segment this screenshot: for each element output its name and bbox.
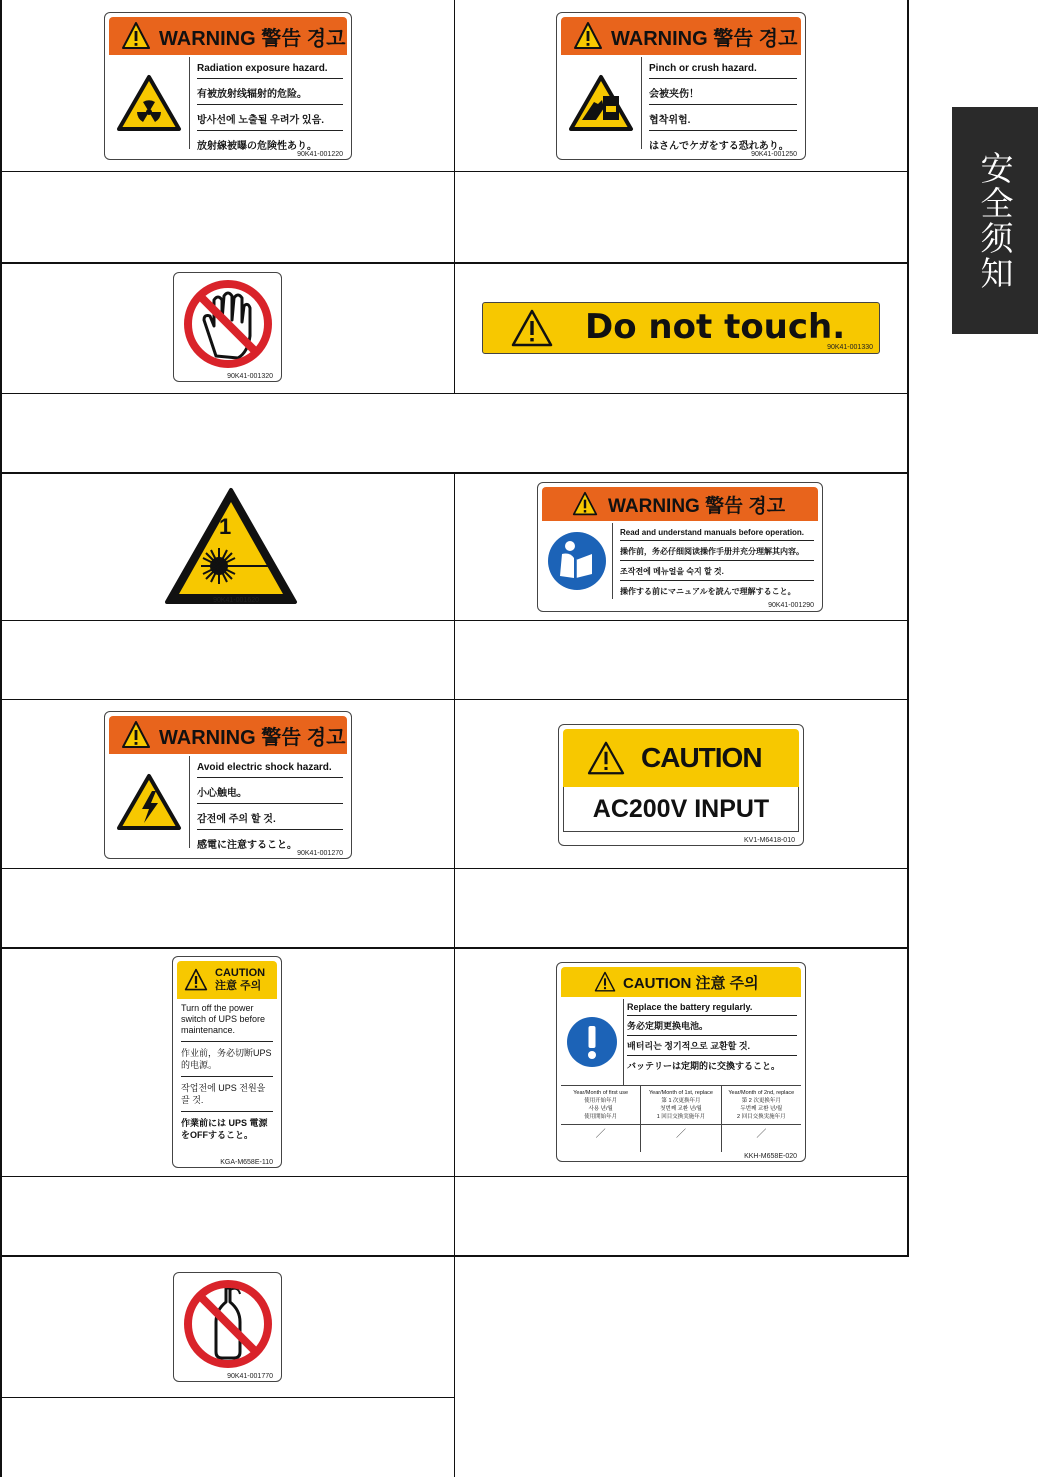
label-code: KV1-M6418-010 xyxy=(744,837,795,844)
label-message: 방사선에 노출될 우려가 있음. xyxy=(197,105,343,131)
no-touch-label xyxy=(173,272,282,382)
label-message: 操作前，务必仔细阅读操作手册并充分理解其内容。 xyxy=(620,541,814,561)
shock-pictogram xyxy=(109,756,190,848)
label-header: WARNING 警告 경고 xyxy=(159,27,346,50)
radiation-icon xyxy=(116,74,182,132)
label-message: 作业前，务必切断UPS的电源。 xyxy=(181,1042,273,1077)
label-message: Pinch or crush hazard. xyxy=(649,57,797,79)
label-message: Replace the battery regularly. xyxy=(627,999,797,1016)
label-message: Turn off the power switch of UPS before maintenance. xyxy=(181,1003,273,1042)
do-not-touch-banner xyxy=(482,302,880,354)
label-code: KGA-M658E-110 xyxy=(220,1159,273,1166)
label-code: 90K41-001290 xyxy=(768,602,814,609)
label-code: 90K41-001320 xyxy=(227,373,273,380)
prohibited-hand-icon xyxy=(180,276,276,372)
record-column-en: Year/Month of 1st, replace xyxy=(648,1090,713,1096)
label-code: 90K41-001270 xyxy=(297,850,343,857)
label-code: KKH-M658E-020 xyxy=(744,1153,797,1160)
label-message: Radiation exposure hazard. xyxy=(197,57,343,79)
record-column-ko: 첫번째 교환 년/월 xyxy=(660,1106,702,1112)
label-message: 感電に注意すること。 xyxy=(197,840,297,851)
label-message: 감전에 주의 할 것. xyxy=(197,804,343,830)
label-header-sub: 注意 주의 xyxy=(215,980,262,992)
label-message: 务必定期更换电池。 xyxy=(627,1016,797,1036)
label-code: 90K41-001220 xyxy=(297,151,343,158)
record-column-en: Year/Month of 2nd, replace xyxy=(728,1090,795,1096)
label-header: WARNING 警告 경고 xyxy=(159,726,346,749)
battery-caution-label xyxy=(556,962,806,1162)
laser-class-number: 1 xyxy=(219,514,232,539)
label-message: Read and understand manuals before operation. xyxy=(620,523,814,541)
label-header: CAUTION xyxy=(215,967,266,979)
record-column-ja: 2 回目交換実施年月 xyxy=(737,1114,786,1120)
label-message: 조작전에 메뉴얼을 숙지 할 것. xyxy=(620,561,814,581)
record-value: ／ xyxy=(722,1124,801,1139)
read-manual-icon xyxy=(546,530,608,592)
warning-triangle-icon xyxy=(572,491,598,517)
battery-record-table xyxy=(561,1085,801,1152)
warning-triangle-icon xyxy=(183,968,209,992)
warning-triangle-icon xyxy=(121,21,151,51)
mandatory-action-icon xyxy=(566,1016,618,1068)
record-column-ja: 1 回目交換実施年月 xyxy=(656,1114,706,1120)
pinch-hazard-icon xyxy=(568,74,634,132)
label-message: 作業前には UPS 電源をOFFすること。 xyxy=(181,1118,268,1140)
radiation-warning-label xyxy=(104,12,352,160)
label-code: 90K41-001620 xyxy=(213,597,259,604)
manual-pictogram xyxy=(542,523,613,599)
warning-triangle-icon xyxy=(511,309,553,347)
no-bottle-label xyxy=(173,1272,282,1382)
record-column-zh: 第 1 次更换年月 xyxy=(661,1098,701,1104)
label-message: 협착위험. xyxy=(649,105,797,131)
ac200v-caution-label xyxy=(558,724,804,846)
label-code: 90K41-001250 xyxy=(751,151,797,158)
record-column xyxy=(561,1086,641,1152)
label-header: CAUTION xyxy=(641,742,762,773)
prohibited-bottle-icon xyxy=(180,1276,276,1372)
label-message: Avoid electric shock hazard. xyxy=(197,756,343,778)
label-message: 会被夹伤！ xyxy=(649,79,797,105)
label-header: WARNING 警告 경고 xyxy=(608,495,786,517)
record-column xyxy=(641,1086,721,1152)
record-column-zh: 使用开始年月 xyxy=(584,1098,618,1104)
label-message: バッテリーは定期的に交換すること。 xyxy=(627,1061,781,1071)
record-column-ko: 사용 년/월 xyxy=(588,1106,613,1112)
mandatory-pictogram xyxy=(561,999,624,1085)
warning-triangle-icon xyxy=(121,720,151,750)
pinch-pictogram xyxy=(561,57,642,149)
label-message: 배터리는 정기적으로 교환할 것. xyxy=(627,1036,797,1056)
record-column-en: Year/Month of first use xyxy=(573,1090,629,1096)
record-column-ja: 使用開始年月 xyxy=(584,1114,618,1120)
label-message: 操作する前にマニュアルを読んで理解すること。 xyxy=(620,587,796,596)
warning-triangle-icon xyxy=(593,971,617,993)
electric-shock-warning-label xyxy=(104,711,352,859)
banner-text: Do not touch. xyxy=(585,307,846,347)
label-message: 작업전에 UPS 전원을 끌 것. xyxy=(181,1077,273,1112)
laser-warning-label xyxy=(163,486,299,606)
label-header: CAUTION 注意 주의 xyxy=(623,974,759,992)
voltage-text: AC200V INPUT xyxy=(592,794,770,823)
record-column-zh: 第 2 次更换年月 xyxy=(741,1098,781,1104)
laser-radiation-icon xyxy=(163,486,299,606)
warning-triangle-icon xyxy=(573,21,603,51)
label-header: WARNING 警告 경고 xyxy=(611,27,798,50)
record-value: ／ xyxy=(641,1124,720,1139)
label-message: 放射線被曝の危険性あり。 xyxy=(197,141,317,152)
radiation-pictogram xyxy=(109,57,190,149)
label-message: 小心触电。 xyxy=(197,778,343,804)
label-code: 90K41-001770 xyxy=(227,1373,273,1380)
read-manual-warning-label xyxy=(537,482,823,612)
label-message: はさんでケガをする恐れあり。 xyxy=(649,141,789,152)
ups-caution-label xyxy=(172,956,282,1168)
warning-triangle-icon xyxy=(587,741,625,775)
record-column-ko: 두번째 교환 년/월 xyxy=(740,1106,783,1112)
section-tab-label: 安全须知 xyxy=(975,150,1015,291)
label-code: 90K41-001330 xyxy=(827,344,873,351)
record-value: ／ xyxy=(561,1124,640,1139)
electric-shock-icon xyxy=(116,773,182,831)
label-message: 有被放射线辐射的危险。 xyxy=(197,79,343,105)
record-column xyxy=(722,1086,801,1152)
pinch-warning-label xyxy=(556,12,806,160)
